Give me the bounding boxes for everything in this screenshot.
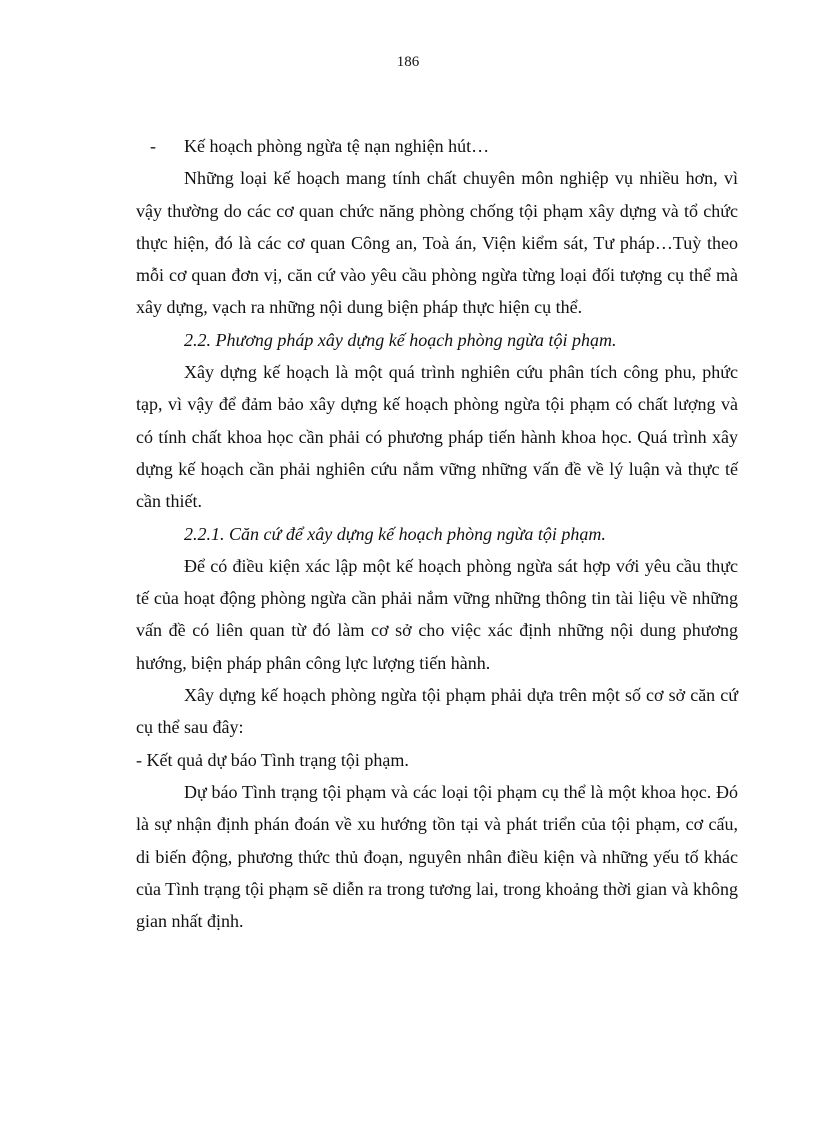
document-body [136, 130, 738, 937]
body-paragraph: Xây dựng kế hoạch phòng ngừa tội phạm phải dựa trên một số cơ sở căn cứ cụ thể sau đây: [136, 685, 738, 738]
body-paragraph: Xây dựng kế hoạch là một quá trình nghiên cứu phân tích công phu, phức tạp, vì vậy để đảm bảo xây dựng kế hoạch phòng ngừa tội phạm có chất lượng và có tính chất khoa học cần phải có phương pháp tiến hành khoa học. Quá trình xây dựng kế hoạch cần phải nghiên cứu nắm vững những vấn đề về lý luận và thực tế cần thiết. [136, 362, 738, 512]
bullet-mark: - [150, 136, 156, 156]
bullet-item [136, 130, 738, 162]
body-paragraph: Những loại kế hoạch mang tính chất chuyên môn nghiệp vụ nhiều hơn, vì vậy thường do các cơ quan chức năng phòng chống tội phạm xây dựng và tổ chức thực hiện, đó là các cơ quan Công an, Toà án, Viện kiểm sát, Tư pháp…Tuỳ theo mỗi cơ quan đơn vị, căn cứ vào yêu cầu phòng ngừa từng loại đối tượng cụ thể mà xây dựng, vạch ra những nội dung biện pháp thực hiện cụ thể. [136, 168, 738, 318]
subsection-heading: 2.2.1. Căn cứ để xây dựng kế hoạch phòng ngừa tội phạm. [184, 523, 606, 544]
bullet-text: Kế hoạch phòng ngừa tệ nạn nghiện hút… [184, 136, 490, 156]
body-paragraph: Dự báo Tình trạng tội phạm và các loại tội phạm cụ thể là một khoa học. Đó là sự nhận định phán đoán về xu hướng tồn tại và phát triển của tội phạm, cơ cấu, di biến động, phương thức thủ đoạn, nguyên nhân điều kiện và những yếu tố khác của Tình trạng tội phạm sẽ diễn ra trong tương lai, trong khoảng thời gian và không gian nhất định. [136, 781, 738, 932]
page-number: 186 [396, 54, 420, 70]
list-item: - Kết quả dự báo Tình trạng tội phạm. [136, 749, 409, 770]
body-paragraph: Để có điều kiện xác lập một kế hoạch phòng ngừa sát hợp với yêu cầu thực tế của hoạt động phòng ngừa cần phải nắm vững những thông tin tài liệu về những vấn đề có liên quan từ đó làm cơ sở cho việc xác định những nội dung phương hướng, biện pháp phân công lực lượng tiến hành. [136, 555, 738, 673]
section-heading: 2.2. Phương pháp xây dựng kế hoạch phòng ngừa tội phạm. [184, 329, 617, 350]
